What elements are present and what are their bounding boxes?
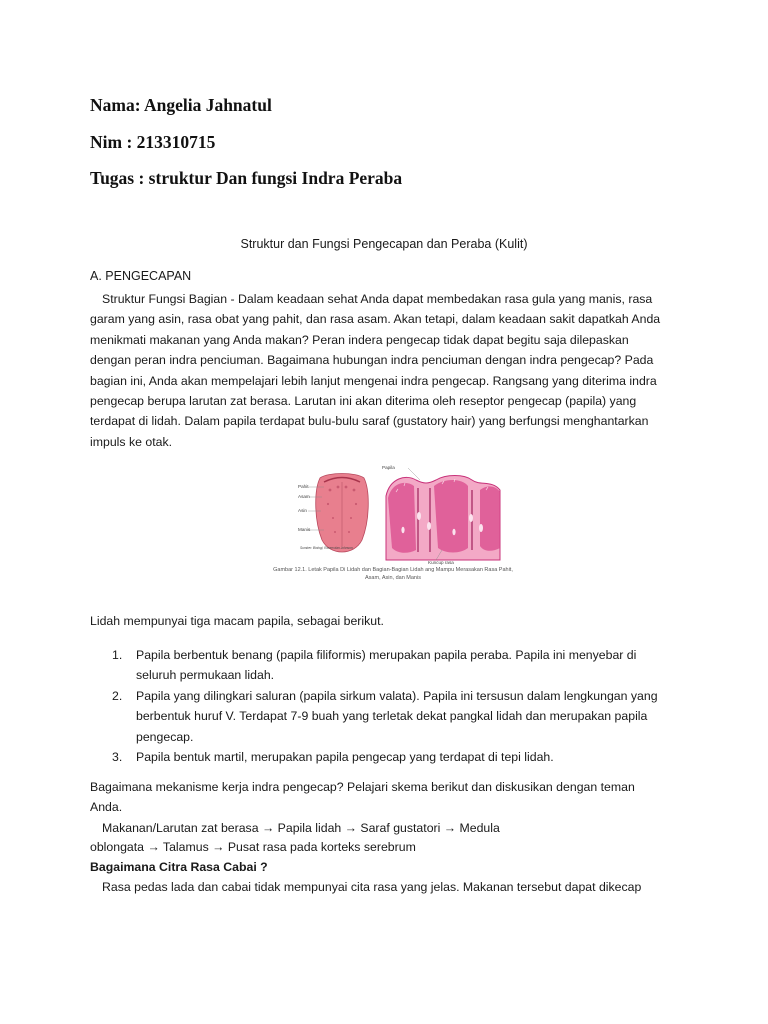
list-number: 2.: [112, 688, 123, 703]
label-papila: Papila: [382, 465, 395, 470]
list-number: 1.: [112, 648, 123, 662]
paragraph-line: garam yang asin, rasa obat yang pahit, dan rasa asam. Akan tetapi, dalam keadaan sakit dapatkah Anda: [90, 312, 661, 327]
paragraph-line: Struktur Fungsi Bagian - Dalam keadaan sehat Anda dapat membedakan rasa gula yang manis, rasa: [102, 292, 653, 306]
paragraph-line: bagian ini, Anda akan mempelajari lebih lanjut mengenai indra pengecap. Rangsang yang diterima indra: [90, 373, 657, 388]
list-line: Papila berbentuk benang (papila filiformis) merupakan papila peraba. Papila ini menyebar di: [136, 648, 637, 662]
list-number: 3.: [112, 750, 123, 765]
tongue-figure: [258, 460, 513, 592]
papila-intro: Lidah mempunyai tiga macam papila, sebagai berikut.: [90, 614, 384, 628]
cabai-text: [90, 877, 680, 897]
list-line: seluruh permukaan lidah.: [136, 668, 275, 683]
mekanisme-scheme: [90, 818, 680, 838]
list-item: [112, 645, 682, 686]
paragraph-line: menikmati makanan yang Anda makan? Peran indera pengecap tidak dapat begitu saja dilepaskan: [90, 332, 629, 347]
paragraph-line: Rasa pedas lada dan cabai tidak mempunyai cita rasa yang jelas. Makanan tersebut dapat dikecap: [102, 880, 642, 894]
paragraph-line: Bagaimana mekanisme kerja indra pengecap? Pelajari skema berikut dan diskusikan dengan teman: [90, 780, 635, 794]
list-line: Papila bentuk martil, merupakan papila pengecap yang terdapat di tepi lidah.: [136, 750, 554, 765]
tongue-illustration: [258, 460, 508, 566]
scheme-line: oblongata → Talamus → Pusat rasa pada korteks serebrum: [90, 840, 416, 854]
student-nim: Nim : 213310715: [90, 132, 216, 152]
paragraph-line: terdapat di lidah. Dalam papila terdapat bulu-bulu saraf (gustatory hair) yang berfungsi menghantarkan: [90, 414, 649, 429]
section-a-paragraph: [90, 289, 680, 452]
assignment-title: Tugas : struktur Dan fungsi Indra Peraba: [90, 168, 403, 188]
paragraph-line: impuls ke otak.: [90, 434, 173, 449]
section-a-heading: A. PENGECAPAN: [90, 269, 192, 283]
caption-line: Asam, Asin, dan Manis: [365, 575, 421, 581]
paragraph-line: pengecap berupa larutan zat berasa. Larutan ini akan diterima oleh reseptor pengecap (papila) yang: [90, 394, 637, 409]
list-line: berbentuk huruf V. Terdapat 7-9 buah yang terletak dekat pangkal lidah dan merupakan papila: [136, 709, 648, 724]
label-kuncup-rasa: Kuncup rasa: [428, 560, 454, 565]
cabai-heading: Bagaimana Citra Rasa Cabai ?: [90, 860, 268, 874]
label-manis: Manis: [298, 527, 311, 532]
label-asam: Asam: [298, 494, 310, 499]
document-title: Struktur dan Fungsi Pengecapan dan Peraba (Kulit): [240, 237, 528, 251]
mekanisme-question: [90, 777, 680, 818]
list-item: [112, 686, 682, 747]
paragraph-line: dengan peran indra penciuman. Bagaimana hubungan indra penciuman dengan indra pengecap? Pada: [90, 353, 654, 368]
label-asin: Asin: [298, 508, 307, 513]
paragraph-line: Anda.: [90, 800, 123, 815]
list-line: Papila yang dilingkari saluran (papila sirkum valata). Papila ini tersusun dalam lengkungan yang: [136, 688, 658, 703]
papila-list: [112, 645, 682, 767]
figure-caption: [243, 566, 543, 582]
figure-source: Sumber: Biologi, Raven dan Johnson: [300, 546, 353, 550]
caption-line: Gambar 12.1. Letak Papila Di Lidah dan Bagian-Bagian Lidah ang Mampu Merasakan Rasa Pahit,: [273, 567, 513, 573]
scheme-line: Makanan/Larutan zat berasa → Papila lidah → Saraf gustatori → Medula: [102, 821, 500, 835]
student-name: Nama: Angelia Jahnatul: [90, 95, 272, 115]
label-pahit: Pahit: [298, 484, 309, 489]
mekanisme-scheme-cont: [90, 837, 680, 857]
list-item: [112, 747, 682, 767]
list-line: pengecap.: [136, 729, 194, 744]
